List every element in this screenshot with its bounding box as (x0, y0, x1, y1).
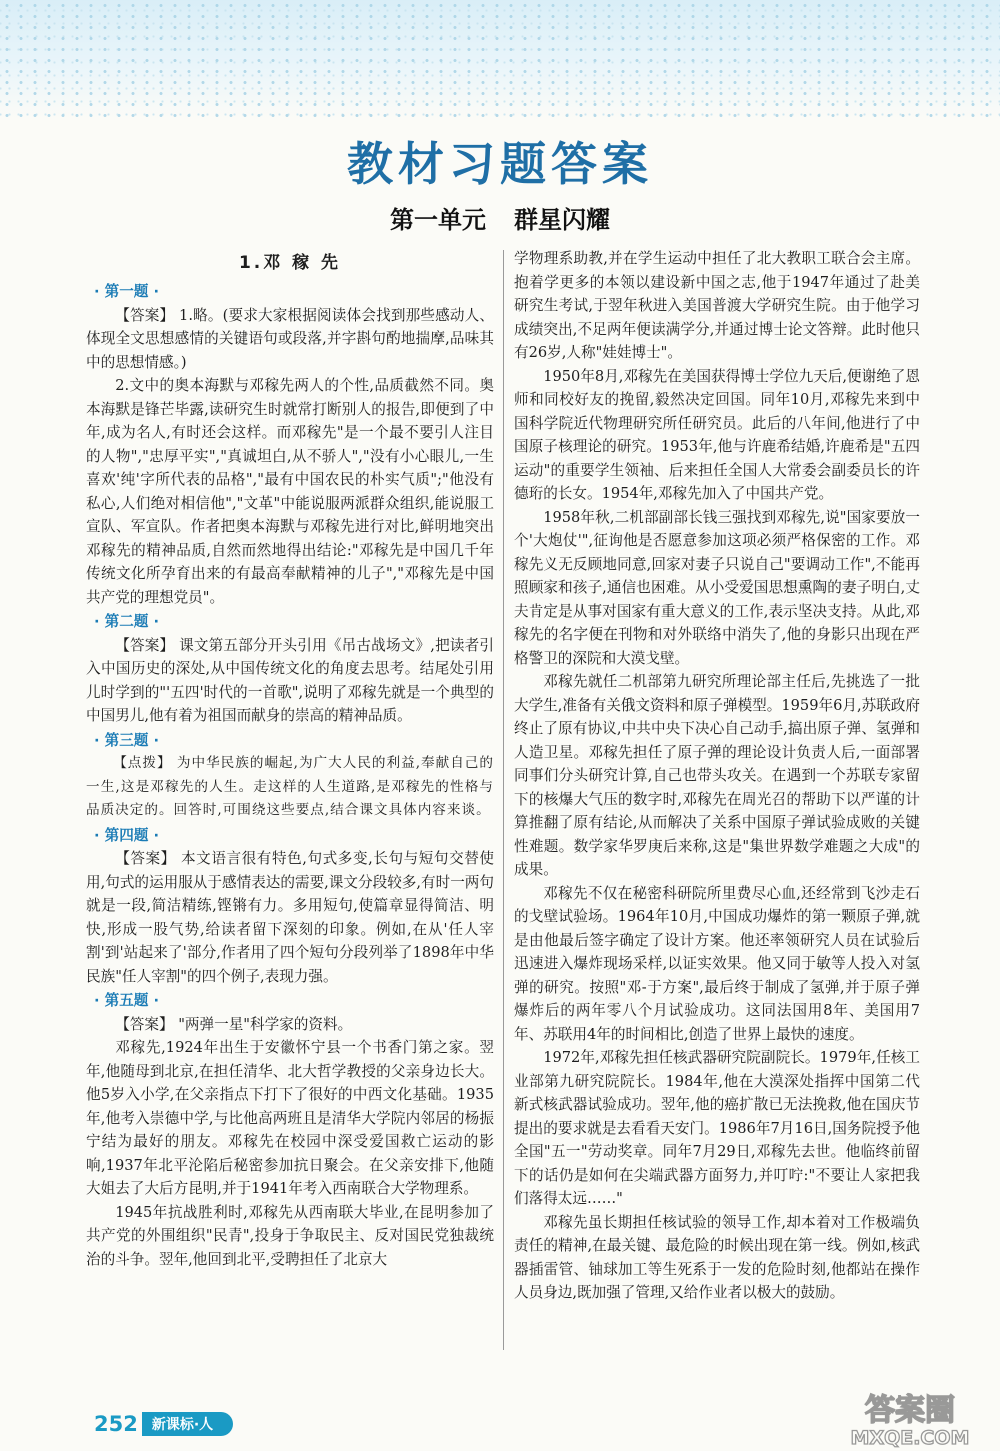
left-paragraph: 【答案】 1.略。(要求大家根据阅读体会找到那些感动人、体现全文思想感情的关键语句或段落,并字斟句酌地揣摩,品味其中的思想情感。) (86, 306, 494, 371)
unit-name: 群星闪耀 (514, 206, 610, 234)
unit-title (0, 200, 1000, 235)
right-column-body (514, 247, 920, 1305)
left-hint-paragraph: 【点拨】 为中华民族的崛起,为广大人民的利益,奉献自己的一生,这是邓稼先的人生。走这样的人生道路,是邓稼先的性格与品质决定的。回答时,可围绕这些要点,结合课文具体内容来谈。 (86, 755, 494, 818)
right-paragraph: 邓稼先就任二机部第九研究所理论部主任后,先挑选了一批大学生,准备有关俄文资料和原子弹模型。1959年6月,苏联政府终止了原有协议,中共中央下决心自己动手,搞出原子弹、氢弹和人造卫星。邓稼先担任了原子弹的理论设计负责人后,一面部署同事们分头研究计算,自己也带头攻关。在遇到一个苏联专家留下的核爆大气压的数字时,邓稼先在周光召的帮助下以严谨的计算推翻了原有结论,从而解决了关系中国原子弹试验成败的关键性难题。数学家华罗庚后来称,这是"集世界数学难题之大成"的成果。 (514, 673, 920, 878)
left-paragraph: 2.文中的奥本海默与邓稼先两人的个性,品质截然不同。奥本海默是锋芒毕露,读研究生时就常打断别人的报告,即便到了中年,成为名人,有时还会这样。而邓稼先"是一个最不要引人注目的人物","忠厚平实","真诚坦白,从不骄人","没有小心眼儿,一生喜欢'纯'字所代表的品格","最有中国农民的朴实气质";"他没有私心,人们绝对相信他","文革"中能说服两派群众组织,能说服工宣队、军宣队。作者把奥本海默与邓稼先进行对比,鲜明地突出邓稼先的精神品质,自然而然地得出结论:"邓稼先是中国几千年传统文化所孕育出来的有最高奉献精神的儿子","邓稼先是中国共产党的理想党员"。 (86, 377, 494, 606)
watermark-logo (826, 1386, 994, 1448)
right-paragraph: 1972年,邓稼先担任核武器研究院副院长。1979年,任核工业部第九研究院院长。1984年,他在大漠深处指挥中国第二代新式核武器试验成功。翌年,他的癌扩散已无法挽救,他在国庆节提出的要求就是去看看天安门。1986年7月16日,国务院授予他全国"五一"劳动奖章。同年7月29日,邓稼先去世。他临终前留下的话仍是如何在尖端武器方面努力,并叮咛:"不要让人家把我们落得太远……" (514, 1049, 920, 1207)
left-column (86, 252, 494, 1271)
unit-number: 第一单元 (390, 206, 486, 234)
right-paragraph: 邓稼先不仅在秘密科研院所里费尽心血,还经常到飞沙走石的戈壁试验场。1964年10月,中国成功爆炸的第一颗原子弹,就是由他最后签字确定了设计方案。他还率领研究人员在试验后迅速进入爆炸现场采样,以证实效果。他又同于敏等人投入对氢弹的研究。按照"邓-于方案",最后终于制成了氢弹,并于原子弹爆炸后的两年零八个月试验成功。这同法国用8年、美国用7年、苏联用4年的时间相比,创造了世界上最快的速度。 (514, 884, 920, 1043)
left-question-heading: · 第五题 · (94, 992, 160, 1009)
right-paragraph: 邓稼先虽长期担任核试验的领导工作,却本着对工作极端负责任的精神,在最关键、最危险的时候出现在第一线。例如,核武器插雷管、铀球加工等生死系于一发的危险时刻,他都站在操作人员身边,既加强了管理,又给作业者以极大的鼓励。 (514, 1213, 920, 1301)
page-footer (94, 1412, 233, 1436)
watermark-text-cn: 答案圈 (865, 1393, 955, 1428)
dot-pattern (0, 0, 1000, 118)
left-paragraph: 1945年抗战胜利时,邓稼先从西南联大毕业,在昆明参加了共产党的外围组织"民青",投身于争取民主、反对国民党独裁统治的斗争。翌年,他回到北平,受聘担任了北京大 (86, 1203, 494, 1268)
series-label: 新课标·人 (142, 1412, 233, 1436)
lesson-title: 1.邓 稼 先 (238, 253, 342, 273)
left-question-heading: · 第四题 · (94, 826, 160, 844)
column-divider (503, 250, 504, 1350)
right-paragraph: 学物理系助教,并在学生运动中担任了北大教职工联合会主席。抱着学更多的本领以建设新中国之志,他于1947年通过了赴美研究生考试,于翌年秋进入美国普渡大学研究生院。由于他学习成绩突出,不足两年便读满学分,并通过博士论文答辩。此时他只有26岁,人称"娃娃博士"。 (514, 250, 920, 361)
left-question-heading: · 第一题 · (94, 283, 160, 300)
left-paragraph: 邓稼先,1924年出生于安徽怀宁县一个书香门第之家。翌年,他随母到北京,在担任清华、北大哲学教授的父亲身边长大。他5岁入小学,在父亲指点下打下了很好的中西文化基础。1935年,他考入崇德中学,与比他高两班且是清华大学院内邻居的杨振宁结为最好的朋友。邓稼先在校园中深受爱国救亡运动的影响,1937年北平沦陷后秘密参加抗日聚会。在父亲安排下,他随大姐去了大后方昆明,并于1941年考入西南联合大学物理系。 (86, 1039, 494, 1197)
left-column-body (86, 280, 494, 1271)
left-paragraph: 【答案】 "两弹一星"科学家的资料。 (115, 1015, 353, 1033)
page-title: 教材习题答案 (347, 137, 653, 191)
right-column (514, 247, 920, 1305)
left-question-heading: · 第三题 · (94, 731, 160, 749)
left-question-heading: · 第二题 · (94, 613, 160, 630)
left-paragraph: 【答案】 课文第五部分开头引用《吊古战场文》,把读者引入中国历史的深处,从中国传统文化的角度去思考。结尾处引用儿时学到的"'五四'时代的一首歌",说明了邓稼先就是一个典型的中国男儿,他有着为祖国而献身的崇高的精神品质。 (86, 636, 494, 724)
watermark-text-en: MXQE.COM (850, 1427, 970, 1448)
header-decoration-band (0, 0, 1000, 118)
left-paragraph: 【答案】 本文语言很有特色,句式多变,长句与短句交替使用,句式的运用服从于感情表达的需要,课文分段较多,有时一两句就是一段,简洁精练,铿锵有力。多用短句,使篇章显得简洁、明快,形成一股气势,给读者留下深刻的印象。例如,在从'任人宰割'到'站起来了'部分,作者用了四个短句分段列举了1898年中华民族"任人宰割"的四个例子,表现力强。 (86, 850, 494, 985)
right-paragraph: 1950年8月,邓稼先在美国获得博士学位九天后,便谢绝了恩师和同校好友的挽留,毅然决定回国。同年10月,邓稼先来到中国科学院近代物理研究所任研究员。此后的八年间,他进行了中国原子核理论的研究。1953年,他与许鹿希结婚,许鹿希是"五四运动"的重要学生领袖、后来担任全国人大常委会副委员长的许德珩的长女。1954年,邓稼先加入了中国共产党。 (514, 367, 920, 502)
page-number: 252 (94, 1412, 138, 1436)
right-paragraph: 1958年秋,二机部副部长钱三强找到邓稼先,说"国家要放一个'大炮仗'",征询他是否愿意参加这项必须严格保密的工作。邓稼先义无反顾地同意,回家对妻子只说自己"要调动工作",不能再照顾家和孩子,通信也困难。从小受爱国思想熏陶的妻子明白,丈夫肯定是从事对国家有重大意义的工作,表示坚决支持。从此,邓稼先的名字便在刊物和对外联络中消失了,他的身影只出现在严格警卫的深院和大漠戈壁。 (514, 508, 920, 667)
